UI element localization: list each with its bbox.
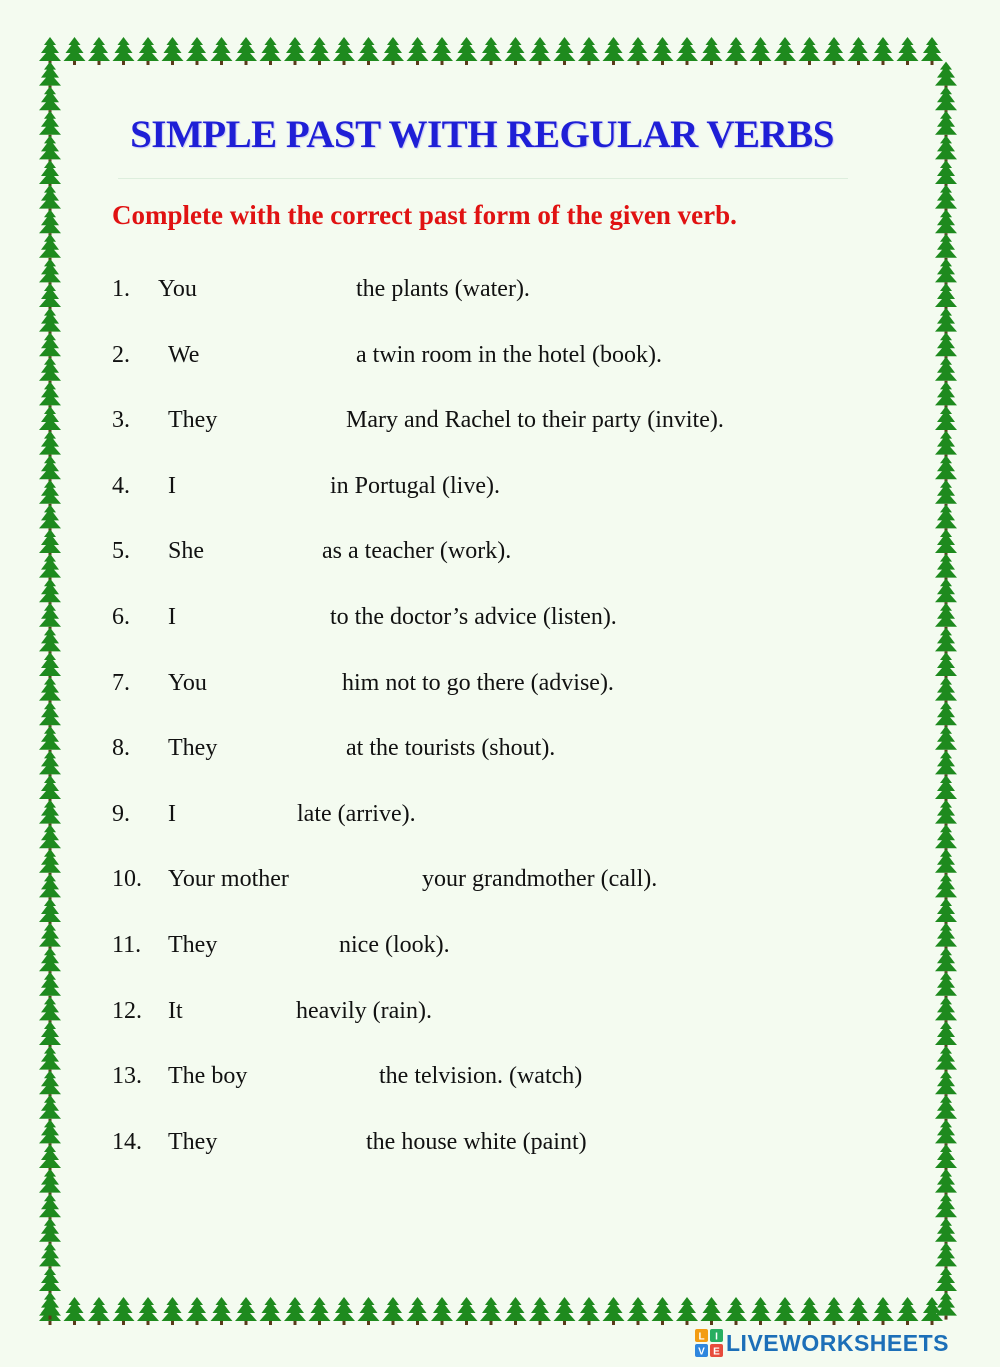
pine-tree-icon [935, 701, 957, 729]
pine-tree-icon [137, 37, 159, 65]
pine-tree-icon [935, 308, 957, 336]
pine-tree-icon [935, 1021, 957, 1049]
pine-tree-icon [186, 37, 208, 65]
item-subject: They [168, 407, 218, 433]
pine-tree-icon [935, 775, 957, 803]
pine-tree-icon [935, 1267, 957, 1295]
pine-tree-icon [431, 37, 453, 65]
pine-tree-icon [39, 1046, 61, 1074]
pine-tree-icon [407, 37, 429, 65]
exercise-item [112, 998, 912, 1030]
item-number: 2. [112, 342, 130, 368]
pine-tree-icon [39, 258, 61, 286]
pine-tree-icon [309, 37, 331, 65]
pine-tree-icon [935, 1218, 957, 1246]
pine-tree-icon [88, 37, 110, 65]
pine-tree-icon [39, 62, 61, 90]
pine-tree-icon [627, 1297, 649, 1325]
item-number: 10. [112, 866, 142, 892]
exercise-item [112, 407, 912, 439]
pine-tree-icon [935, 1242, 957, 1270]
item-number: 11. [112, 932, 142, 958]
svg-text:E: E [713, 1346, 720, 1358]
pine-tree-icon [872, 1297, 894, 1325]
pine-tree-icon [935, 947, 957, 975]
pine-tree-icon [725, 37, 747, 65]
pine-tree-icon [211, 37, 233, 65]
pine-tree-icon [935, 824, 957, 852]
pine-tree-icon [935, 357, 957, 385]
pine-tree-icon [935, 726, 957, 754]
answer-blank[interactable] [226, 1131, 356, 1157]
answer-blank[interactable] [259, 1065, 369, 1091]
exercise-item [112, 1063, 912, 1095]
pine-tree-icon [309, 1297, 331, 1325]
item-sentence-rest: late (arrive). [297, 801, 416, 827]
pine-tree-icon [382, 1297, 404, 1325]
pine-tree-icon [358, 1297, 380, 1325]
pine-tree-icon [39, 283, 61, 311]
pine-tree-icon [935, 1046, 957, 1074]
pine-tree-icon [848, 37, 870, 65]
answer-blank[interactable] [303, 868, 412, 894]
item-number: 4. [112, 473, 130, 499]
pine-tree-icon [39, 135, 61, 163]
liveworksheets-wordmark: LIVEWORKSHEETS [726, 1329, 949, 1356]
pine-tree-icon [935, 160, 957, 188]
pine-tree-icon [39, 234, 61, 262]
pine-tree-icon [935, 62, 957, 90]
pine-tree-icon [39, 455, 61, 483]
pine-tree-icon [935, 1095, 957, 1123]
liveworksheets-branding [694, 1326, 949, 1360]
pine-tree-icon [39, 1193, 61, 1221]
pine-tree-icon [872, 37, 894, 65]
pine-tree-icon [39, 849, 61, 877]
exercise-item [112, 866, 912, 898]
item-sentence-rest: the plants (water). [356, 276, 530, 302]
pine-tree-icon [39, 431, 61, 459]
answer-blank[interactable] [205, 278, 346, 304]
pine-tree-icon [39, 1119, 61, 1147]
pine-tree-icon [554, 37, 576, 65]
pine-tree-icon [701, 1297, 723, 1325]
pine-tree-icon [935, 455, 957, 483]
item-number: 12. [112, 998, 142, 1024]
item-subject: We [168, 342, 200, 368]
item-subject: They [168, 1129, 218, 1155]
item-sentence-rest: at the tourists (shout). [346, 735, 556, 761]
pine-tree-icon [935, 652, 957, 680]
pine-tree-icon [39, 1144, 61, 1172]
pine-tree-icon [382, 37, 404, 65]
pine-tree-icon [935, 677, 957, 705]
pine-tree-icon [505, 37, 527, 65]
pine-tree-icon [921, 37, 943, 65]
pine-tree-icon [39, 627, 61, 655]
pine-tree-icon [480, 37, 502, 65]
pine-tree-icon [750, 1297, 772, 1325]
pine-tree-icon [39, 824, 61, 852]
pine-tree-icon [935, 431, 957, 459]
pine-tree-icon [935, 554, 957, 582]
pine-tree-icon [137, 1297, 159, 1325]
pine-tree-icon [64, 1297, 86, 1325]
item-subject: It [168, 998, 183, 1024]
item-number: 8. [112, 735, 130, 761]
item-subject: I [168, 801, 176, 827]
pine-tree-icon [935, 750, 957, 778]
exercise-item [112, 342, 912, 374]
pine-tree-icon [211, 1297, 233, 1325]
svg-text:L: L [698, 1331, 705, 1343]
exercise-item [112, 473, 912, 505]
pine-tree-icon [935, 111, 957, 139]
pine-tree-icon [935, 923, 957, 951]
pine-tree-icon [39, 504, 61, 532]
item-sentence-rest: heavily (rain). [296, 998, 432, 1024]
pine-tree-icon [676, 1297, 698, 1325]
pine-tree-icon [725, 1297, 747, 1325]
item-sentence-rest: him not to go there (advise). [342, 670, 614, 696]
pine-tree-icon [39, 480, 61, 508]
item-sentence-rest: as a teacher (work). [322, 538, 512, 564]
pine-tree-icon [935, 1070, 957, 1098]
pine-tree-icon [935, 332, 957, 360]
item-number: 14. [112, 1129, 142, 1155]
item-subject: She [168, 538, 204, 564]
pine-tree-icon [39, 652, 61, 680]
pine-tree-icon [578, 37, 600, 65]
pine-tree-icon [39, 947, 61, 975]
exercise-item [112, 1129, 912, 1161]
pine-tree-icon [935, 406, 957, 434]
exercise-item [112, 801, 912, 833]
pine-tree-icon [39, 578, 61, 606]
pine-tree-icon [627, 37, 649, 65]
liveworksheets-logo-icon [694, 1328, 724, 1358]
pine-tree-icon [935, 1169, 957, 1197]
pine-tree-icon [39, 1292, 61, 1320]
pine-tree-icon [39, 37, 61, 65]
pine-tree-icon [39, 1169, 61, 1197]
answer-blank[interactable] [193, 606, 320, 632]
pine-tree-icon [935, 578, 957, 606]
answer-blank[interactable] [226, 737, 336, 763]
pine-tree-icon [235, 1297, 257, 1325]
pine-tree-icon [39, 726, 61, 754]
pine-tree-icon [39, 1218, 61, 1246]
pine-tree-icon [39, 111, 61, 139]
pine-tree-icon [848, 1297, 870, 1325]
answer-blank[interactable] [226, 409, 336, 435]
exercise-item [112, 538, 912, 570]
pine-tree-icon [935, 873, 957, 901]
pine-tree-icon [935, 234, 957, 262]
pine-tree-icon [480, 1297, 502, 1325]
item-sentence-rest: Mary and Rachel to their party (invite). [346, 407, 724, 433]
exercise-item [112, 932, 912, 964]
pine-tree-icon [39, 209, 61, 237]
pine-tree-icon [529, 37, 551, 65]
answer-blank[interactable] [215, 540, 312, 566]
pine-tree-icon [39, 800, 61, 828]
item-sentence-rest: nice (look). [339, 932, 450, 958]
pine-tree-icon [333, 1297, 355, 1325]
pine-tree-icon [603, 1297, 625, 1325]
svg-text:V: V [698, 1346, 705, 1358]
pine-tree-icon [39, 923, 61, 951]
pine-tree-icon [333, 37, 355, 65]
pine-tree-icon [39, 406, 61, 434]
pine-tree-icon [578, 1297, 600, 1325]
pine-tree-icon [39, 529, 61, 557]
item-subject: They [168, 735, 218, 761]
pine-tree-icon [897, 37, 919, 65]
pine-tree-icon [284, 1297, 306, 1325]
pine-tree-icon [284, 37, 306, 65]
pine-tree-icon [162, 37, 184, 65]
svg-text:I: I [715, 1331, 718, 1343]
pine-tree-icon [652, 37, 674, 65]
pine-tree-icon [39, 1095, 61, 1123]
exercise-item [112, 604, 912, 636]
pine-tree-icon [897, 1297, 919, 1325]
pine-tree-icon [935, 603, 957, 631]
exercise-item [112, 670, 912, 702]
pine-tree-icon [799, 1297, 821, 1325]
item-subject: I [168, 604, 176, 630]
pine-tree-icon [935, 381, 957, 409]
pine-tree-icon [39, 1267, 61, 1295]
pine-tree-icon [935, 86, 957, 114]
pine-tree-icon [407, 1297, 429, 1325]
pine-tree-icon [39, 554, 61, 582]
pine-tree-icon [799, 37, 821, 65]
item-sentence-rest: your grandmother (call). [422, 866, 658, 892]
pine-tree-icon [39, 308, 61, 336]
pine-tree-icon [88, 1297, 110, 1325]
answer-blank[interactable] [204, 344, 346, 370]
pine-tree-icon [505, 1297, 527, 1325]
pine-tree-icon [935, 504, 957, 532]
pine-tree-icon [39, 775, 61, 803]
pine-tree-icon [39, 86, 61, 114]
pine-tree-icon [39, 1070, 61, 1098]
pine-tree-icon [39, 996, 61, 1024]
item-number: 3. [112, 407, 130, 433]
item-number: 6. [112, 604, 130, 630]
exercise-item [112, 276, 912, 308]
item-sentence-rest: a twin room in the hotel (book). [356, 342, 662, 368]
pine-tree-icon [935, 209, 957, 237]
item-number: 7. [112, 670, 130, 696]
pine-tree-icon [935, 258, 957, 286]
item-subject: You [168, 670, 207, 696]
pine-tree-icon [39, 160, 61, 188]
exercise-item [112, 735, 912, 767]
pine-tree-icon [39, 873, 61, 901]
pine-tree-icon [186, 1297, 208, 1325]
pine-tree-icon [935, 529, 957, 557]
pine-tree-icon [935, 627, 957, 655]
instruction-text: Complete with the correct past form of the given verb. [112, 200, 737, 230]
answer-blank[interactable] [226, 934, 329, 960]
pine-tree-icon [39, 972, 61, 1000]
pine-tree-icon [774, 1297, 796, 1325]
pine-tree-icon [39, 332, 61, 360]
pine-tree-icon [676, 37, 698, 65]
pine-tree-icon [652, 1297, 674, 1325]
item-number: 1. [112, 276, 130, 302]
answer-blank[interactable] [193, 803, 287, 829]
title-divider [118, 178, 848, 179]
pine-tree-icon [162, 1297, 184, 1325]
pine-tree-icon [935, 996, 957, 1024]
page-title: SIMPLE PAST WITH REGULAR VERBS [130, 113, 834, 156]
pine-tree-icon [64, 37, 86, 65]
pine-tree-icon [39, 898, 61, 926]
pine-tree-icon [603, 37, 625, 65]
pine-tree-icon [113, 1297, 135, 1325]
item-number: 13. [112, 1063, 142, 1089]
item-number: 5. [112, 538, 130, 564]
item-subject: Your mother [168, 866, 289, 892]
pine-tree-icon [935, 898, 957, 926]
pine-tree-icon [39, 357, 61, 385]
pine-tree-icon [39, 185, 61, 213]
pine-tree-icon [529, 1297, 551, 1325]
item-subject: I [168, 473, 176, 499]
pine-tree-icon [701, 37, 723, 65]
item-subject: The boy [168, 1063, 248, 1089]
pine-tree-icon [935, 849, 957, 877]
pine-tree-icon [431, 1297, 453, 1325]
pine-tree-icon [750, 37, 772, 65]
item-sentence-rest: the telvision. (watch) [379, 1063, 583, 1089]
pine-tree-icon [235, 37, 257, 65]
answer-blank[interactable] [193, 475, 320, 501]
pine-tree-icon [456, 1297, 478, 1325]
pine-tree-icon [935, 185, 957, 213]
pine-tree-icon [39, 603, 61, 631]
pine-tree-icon [39, 1021, 61, 1049]
pine-tree-icon [358, 37, 380, 65]
pine-tree-icon [823, 1297, 845, 1325]
pine-tree-icon [935, 135, 957, 163]
answer-blank[interactable] [215, 672, 332, 698]
item-sentence-rest: in Portugal (live). [330, 473, 500, 499]
item-number: 9. [112, 801, 130, 827]
item-subject: You [158, 276, 197, 302]
item-sentence-rest: to the doctor’s advice (listen). [330, 604, 617, 630]
pine-tree-icon [260, 37, 282, 65]
pine-tree-icon [39, 677, 61, 705]
item-sentence-rest: the house white (paint) [366, 1129, 587, 1155]
pine-tree-icon [935, 1144, 957, 1172]
pine-tree-icon [935, 283, 957, 311]
pine-tree-icon [39, 1242, 61, 1270]
pine-tree-icon [935, 972, 957, 1000]
pine-tree-icon [935, 800, 957, 828]
pine-tree-icon [935, 1292, 957, 1320]
pine-tree-icon [554, 1297, 576, 1325]
item-subject: They [168, 932, 218, 958]
pine-tree-icon [774, 37, 796, 65]
pine-tree-icon [39, 750, 61, 778]
pine-tree-icon [935, 1119, 957, 1147]
answer-blank[interactable] [204, 1000, 286, 1026]
pine-tree-icon [935, 480, 957, 508]
pine-tree-icon [456, 37, 478, 65]
pine-tree-icon [260, 1297, 282, 1325]
pine-tree-icon [823, 37, 845, 65]
pine-tree-icon [39, 381, 61, 409]
pine-tree-icon [113, 37, 135, 65]
pine-tree-icon [935, 1193, 957, 1221]
pine-tree-icon [39, 701, 61, 729]
